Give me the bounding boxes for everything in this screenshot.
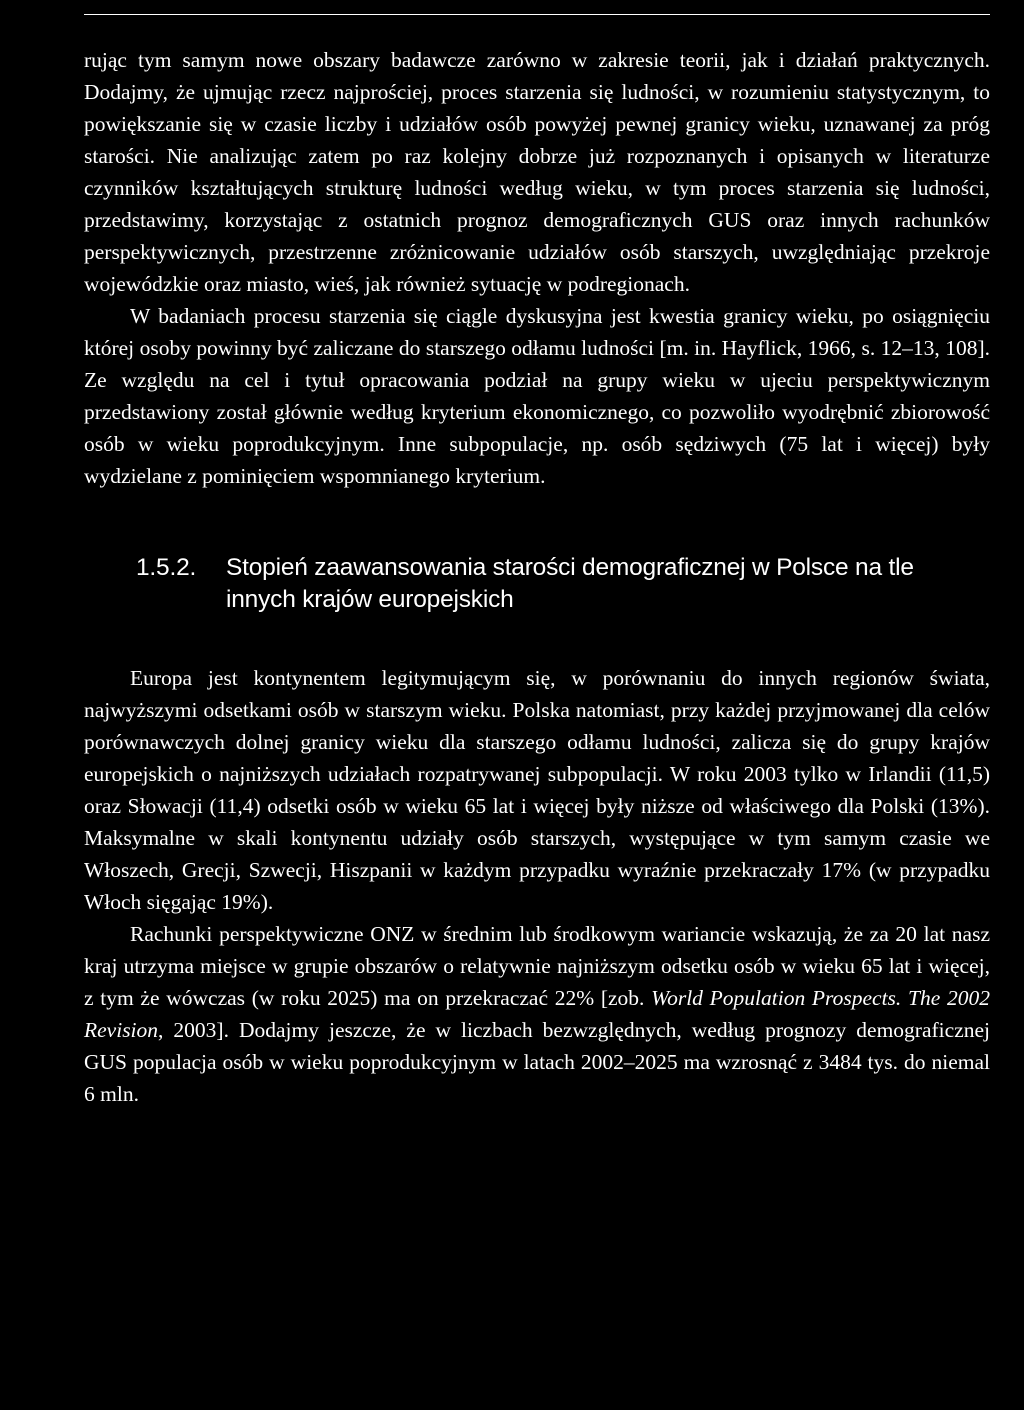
- section-number: 1.5.2.: [136, 554, 197, 581]
- paragraph-continuation: rując tym samym nowe obszary badawcze zarówno w zakresie teorii, jak i działań praktycznych. Dodajmy, że ujmując rzecz najprościej, proces starzenia się ludności, w rozumieniu statystycznym, to powiększanie się w czasie liczby i udziałów osób powyżej pewnej granicy wieku, uznawanej za próg starości. Nie analizując zatem po raz kolejny dobrze już rozpoznanych i opisanych w literaturze czynników kształtujących strukturę ludności według wieku, w tym proces starzenia się ludności, przedstawimy, korzystając z ostatnich prognoz demograficznych GUS oraz innych rachunków perspektywicznych, przestrzenne zróżnicowanie udziałów osób starszych, uwzględniając przekroje wojewódzkie oraz miasto, wieś, jak również sytuację w podregionach.: [84, 48, 990, 296]
- cited-publication-title: World Population Prospects. The 2002 Revision: [84, 986, 990, 1042]
- paragraph-europe: Europa jest kontynentem legitymującym się, w porównaniu do innych regionów świata, najwyższymi odsetkami osób w starszym wieku. Polska natomiast, przy każdej przyjmowanej dla celów porównawczych dolnej granicy wieku dla starszego odłamu ludności, zalicza się do grupy krajów europejskich o najniższych udziałach rozpatrywanej subpopulacji. W roku 2003 tylko w Irlandii (11,5) oraz Słowacji (11,4) odsetki osób w wieku 65 lat i więcej były niższe od właściwego dla Polski (13%). Maksymalne w skali kontynentu udziały osób starszych, występujące w tym samym czasie we Włoszech, Grecji, Szwecji, Hiszpanii w każdym przypadku wyraźnie przekraczały 17% (w przypadku Włoch sięgając 19%).: [84, 666, 990, 914]
- section-heading: [136, 552, 990, 616]
- section-title: Stopień zaawansowania starości demograficznej w Polsce na tle innych krajów europejskich: [226, 554, 914, 613]
- paragraph-projections: [84, 918, 990, 1110]
- paragraph-age-threshold: W badaniach procesu starzenia się ciągle dyskusyjna jest kwestia granicy wieku, po osiągnięciu której osoby powinny być zaliczane do starszego odłamu ludności [m. in. Hayflick, 1966, s. 12–13, 108]. Ze względu na cel i tytuł opracowania podział na grupy wieku w ujeciu perspektywicznym przedstawiony został głównie według kryterium ekonomicznego, co pozwoliło wyodrębnić zbiorowość osób w wieku poprodukcyjnym. Inne subpopulacje, np. osób sędziwych (75 lat i więcej) były wydzielane z pominięciem wspomnianego kryterium.: [84, 304, 990, 488]
- document-page: [84, 44, 990, 1110]
- paragraph-projections-part-2: , 2003]. Dodajmy jeszcze, że w liczbach bezwzględnych, według prognozy demograficznej GUS populacja osób w wieku poprodukcyjnym w latach 2002–2025 ma wzrosnąć z 3484 tys. do niemal 6 mln.: [84, 1018, 990, 1106]
- section-body: [84, 662, 990, 1110]
- header-rule: [84, 14, 990, 15]
- paragraph-projections-part-1: Rachunki perspektywiczne ONZ w średnim lub środkowym wariancie wskazują, że za 20 lat nasz kraj utrzyma miejsce w grupie obszarów o relatywnie najniższym odsetku osób w wieku 65 lat i więcej, z tym że wówczas (w roku 2025) ma on przekraczać 22% [zob.: [84, 922, 990, 1010]
